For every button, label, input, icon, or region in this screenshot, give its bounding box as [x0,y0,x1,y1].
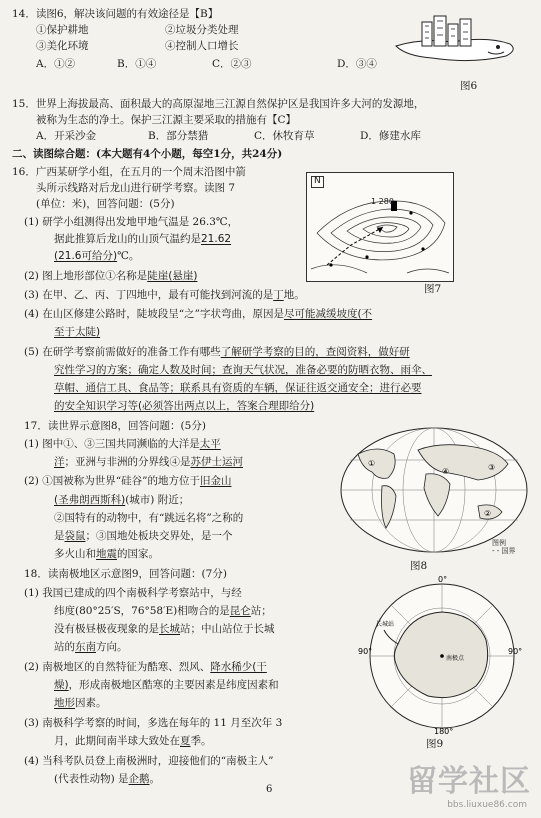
q18-part-2a: (2) 南极地区的自然特征为酷寒、烈风、降水稀少(干 [24,661,267,673]
q17-part-1b: 洋；亚洲与非洲的分界线④是苏伊士运河 [54,456,243,468]
q15-line-1: 15．世界上海拔最高、面积最大的高原湿地三江源自然保护区是我国许多大河的发源地， [12,98,425,110]
q16-answer-5c: 草帽、通信工具、食品等；联系具有资质的车辆，保证往返交通安全；进行必要 [54,382,422,394]
figure-6-illustration [392,8,522,68]
q16-answer-3: 丁 [273,289,284,301]
q14-option-2: ②垃圾分类处理 [165,24,239,36]
q14-option-3: ③美化环境 [36,40,89,52]
q15-choice-a: A．开采沙金 [36,130,97,142]
q16-answer-2: 陡崖(悬崖) [147,270,198,282]
meridian-90e-label: 90° [508,647,523,656]
north-arrow-label: N [311,176,324,188]
q17-part-2b: (圣弗朗西斯科)(城市) 附近； [54,494,190,506]
q16-answer-1-note: (21.6可给分) [54,250,118,262]
q16-answer-4a: 尽可能减缓坡度(不 [283,308,373,320]
q14-option-4: ④控制人口增长 [165,40,239,52]
q18-stem: 18．读南极地区示意图9，回答问题：(7分) [24,568,227,580]
q16-line-1: 16．广西某研学小组，在五月的一个周末沿图中箭 [12,166,246,178]
figure-7-caption: 图7 [424,283,442,295]
q18-answer-1: 昆仑 [229,605,251,617]
contour-lines [307,173,453,281]
q15-choice-d: D．修建水库 [360,130,421,142]
q18-part-4a: (4) 当科考队员登上南极洲时，迎接他们的“南极主人” [24,755,274,767]
q15-line-2: 被称为生态的净土。保护三江源主要采取的措施有【C】 [36,114,297,126]
q17-part-2f: 多火山和地震的国家。 [54,548,159,560]
watermark-url: bbs.liuxue86.com [447,800,527,810]
q16-part-2: (2) 图上地形部位①名称是陡崖(悬崖) [24,270,198,282]
q18-part-1f: 站的东南方向。 [54,641,128,653]
q14-choice-c: C．②③ [212,58,252,70]
figure-8-legend: 图例 - - 国界 [492,539,516,555]
q14-option-1: ①保护耕地 [36,24,89,36]
q16-part-1a: (1) 研学小组测得出发地甲地气温是 26.3℃， [24,216,239,228]
q16-part-5: (5) 在研学考察前需做好的准备工作有哪些了解研学考察的目的，查阅资料，做好研 [24,346,410,358]
q16-answer-5d: 的安全知识学习等(必须答出两点以上，答案合理即给分) [54,400,315,412]
q18-answer-5: 地形 [54,697,75,709]
contour-elevation-label: 1 280 [371,197,394,206]
q16-part-1b: 据此推算后龙山的山顶气温约是21.62 [54,233,232,245]
figure-8-caption: 图8 [410,560,428,572]
q18-part-4b: (代表性动物) 是企鹅。 [54,773,161,785]
figure-8-world-map [338,424,530,556]
q16-part-1c: (21.6可给分)℃。 [54,250,140,262]
q16-answer-5b: 究性学习的方案；确定人数及时间；查询天气状况，准备必要的防晒衣物、雨伞、 [54,364,432,376]
meridian-90w-label: 90° [358,647,373,656]
q14-choice-d: D．③④ [337,58,377,70]
meridian-0-label: 0° [438,575,448,584]
q17-part-2a: (2) ①国被称为世界“硅谷”的地方位于旧金山 [24,475,232,487]
figure-9-antarctica-map [358,574,526,734]
border-line-icon: - - [492,546,500,555]
q18-part-3b: 月，此期间南半球大致处在夏季。 [54,735,212,747]
q16-line-2: 头所示线路对后龙山进行研学考察。读图 7 [36,182,236,194]
q18-answer-3: 东南 [75,641,96,653]
q16-answer-4b: 至于太陡) [54,326,101,338]
q18-part-1d: 没有极昼极夜现象的是长城站；中山站位于长城 [54,623,275,635]
figure-7-contour-map [306,172,454,282]
q17-answer-2: 苏伊士运河 [190,456,243,468]
page-number: 6 [266,784,273,795]
svg-text:④: ④ [442,467,450,476]
q18-answer-4: 降水稀少(干 [210,661,267,673]
q17-stem: 17．读世界示意图8，回答问题：(5分) [24,420,206,432]
q14-choice-b: B．①④ [117,58,157,70]
q18-answer-6: 夏 [180,735,191,747]
great-wall-station-label: 长城站 [376,621,395,628]
q17-answer-3: 旧金山 [199,475,232,487]
q17-part-2d: 是袋鼠；③国地处板块交界处，是一个 [54,530,233,542]
q18-answer-7: 企鹅 [128,773,150,785]
q18-part-1b: 纬度(80°25′S，76°58′E)相吻合的是昆仑站； [54,605,272,617]
q16-answer-5a: 了解研学考察的目的，查阅资料，做好研 [220,346,410,358]
q17-answer-5: 地震 [96,548,117,560]
q17-answer-4: 袋鼠 [64,530,86,542]
svg-text:①: ① [368,459,376,468]
south-pole-label: 南极点 [446,655,465,662]
meridian-180-label: 180° [434,727,454,734]
q18-part-2c: 地形因素。 [54,697,107,709]
q18-part-2b: 燥)，形成南极地区酷寒的主要因素是纬度因素和 [54,679,279,691]
q14-choice-a: A．①② [36,58,76,70]
q15-choice-c: C．休牧育草 [254,130,315,142]
q16-part-4: (4) 在山区修建公路时，陡坡段呈“之”字状弯曲，原因是尽可能减缓坡度(不 [24,308,373,320]
q18-part-1a: (1) 我国已建成的四个南极科学考察站中，与经 [24,587,242,599]
q18-answer-2: 长城 [159,623,180,635]
svg-text:②: ② [484,509,492,518]
q17-part-2c: ②国特有的动物中，有“跳远名将”之称的 [54,512,244,524]
q16-part-3: (3) 在甲、乙、丙、丁四地中，最有可能找到河流的是丁地。 [24,289,305,301]
watermark-logo: 留学社区 [407,764,531,799]
figure-9-caption: 图9 [426,738,444,750]
q16-answer-1: 21.62 [201,233,232,245]
q17-part-1a: (1) 图中①、③三国共同濒临的大洋是太平 [24,438,221,450]
q15-choice-b: B．部分禁猎 [148,130,209,142]
figure-6-caption: 图6 [460,80,478,92]
svg-text:③: ③ [488,463,496,472]
section-2-heading: 二、读图综合题：(本大题有4个小题，每空1分，共24分) [12,148,283,160]
q16-part-4b [54,326,100,340]
q18-part-3a: (3) 南极科学考察的时间，多选在每年的 11 月至次年 3 [24,717,283,729]
q17-answer-1: 太平 [199,438,221,450]
q16-line-3: (单位：米)，回答问题：(5分) [36,198,175,210]
q14-stem: 14．读图6，解决该问题的有效途径是【B】 [12,8,219,20]
